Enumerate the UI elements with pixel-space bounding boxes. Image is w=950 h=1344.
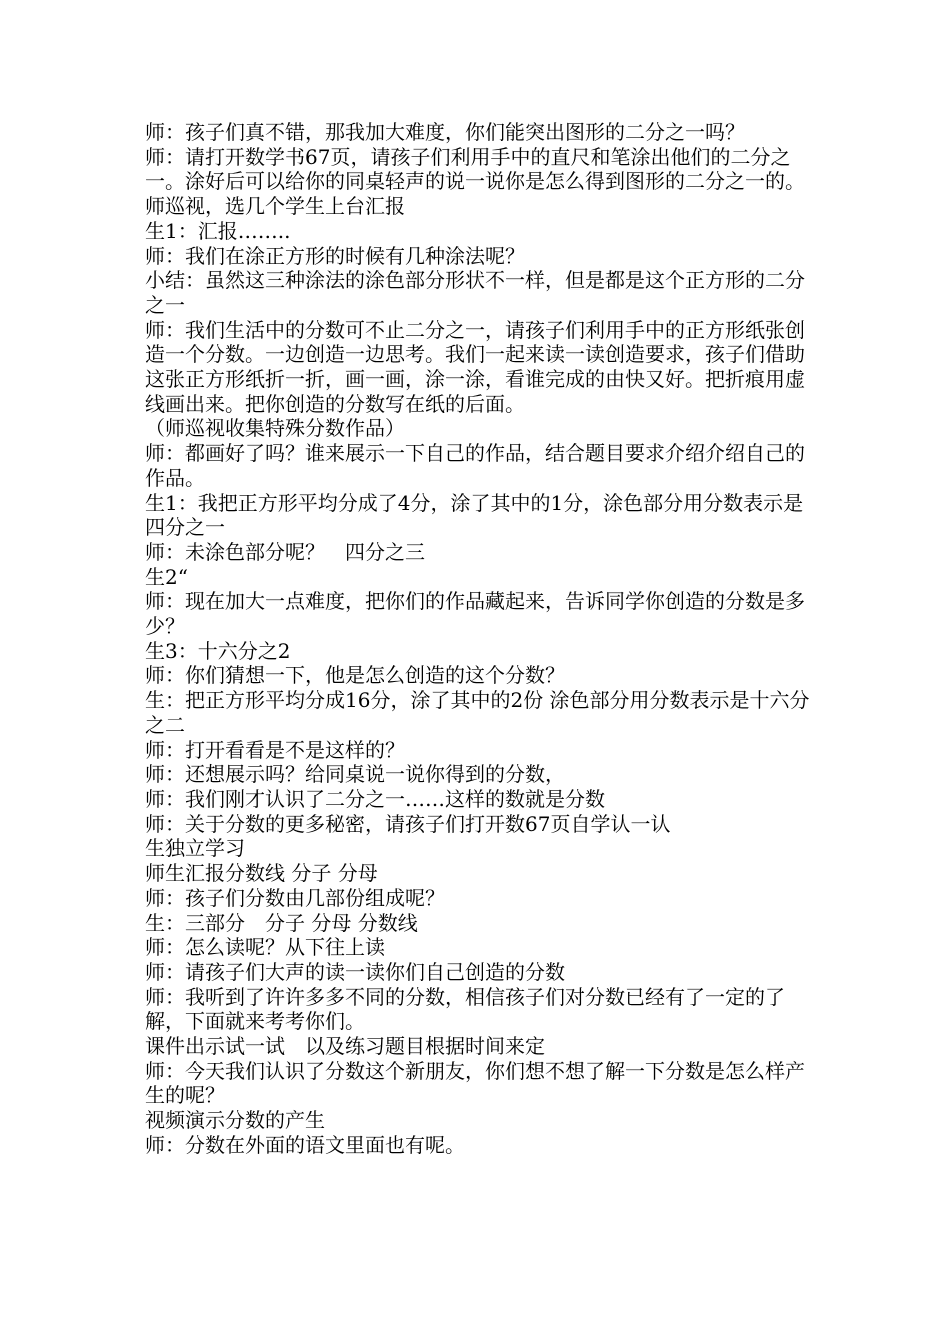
paragraph: 师：今天我们认识了分数这个新朋友，你们想不想了解一下分数是怎么样产生的呢？ — [145, 1058, 805, 1108]
paragraph: 师：我听到了许许多多不同的分数，相信孩子们对分数已经有了一定的了解，下面就来考考你们。 — [145, 984, 785, 1034]
paragraph: 师：怎么读呢？从下往上读 — [145, 935, 385, 960]
paragraph: 生：三部分 分子 分母 分数线 — [145, 910, 418, 935]
paragraph: 师：关于分数的更多秘密，请孩子们打开数67页自学认一认 — [145, 811, 671, 836]
paragraph: 生1：我把正方形平均分成了4分，涂了其中的1分，涂色部分用分数表示是四分之一 — [145, 490, 804, 540]
paragraph: 师：孩子们真不错，那我加大难度，你们能突出图形的二分之一吗？ — [145, 120, 745, 144]
paragraph: 生1：汇报…….. — [145, 218, 291, 243]
paragraph: 师：我们生活中的分数可不止二分之一，请孩子们利用手中的正方形纸张创造一个分数。一边创造一边思考。我们一起来读一读创造要求，孩子们借助这张正方形纸折一折，画一画，涂一涂，看谁完成的由快又好。把折痕用虚线画出来。把你创造的分数写在纸的后面。 — [145, 317, 805, 416]
paragraph: 师：都画好了吗？谁来展示一下自己的作品，结合题目要求介绍介绍自己的作品。 — [145, 441, 805, 490]
document-body — [145, 120, 815, 1158]
paragraph: 师生汇报分数线 分子 分母 — [145, 861, 378, 886]
paragraph: 师巡视，选几个学生上台汇报 — [145, 194, 405, 219]
paragraph: 生3：十六分之2 — [145, 638, 291, 663]
paragraph: 师：孩子们分数由几部份组成呢？ — [145, 885, 445, 910]
paragraph: 师：未涂色部分呢？ 四分之三 — [145, 539, 425, 564]
paragraph: 生独立学习 — [145, 836, 245, 861]
paragraph: 师：请打开数学书67页，请孩子们利用手中的直尺和笔涂出他们的二分之一。涂好后可以给你的同桌轻声的说一说你是怎么得到图形的二分之一的。 — [145, 144, 805, 194]
paragraph: 师：请孩子们大声的读一读你们自己创造的分数 — [145, 959, 565, 984]
paragraph: 小结：虽然这三种涂法的涂色部分形状不一样，但是都是这个正方形的二分之一 — [145, 268, 805, 317]
paragraph: 生：把正方形平均分成16分，涂了其中的2份 涂色部分用分数表示是十六分之二 — [145, 688, 810, 737]
paragraph: 师：你们猜想一下，他是怎么创造的这个分数？ — [145, 663, 565, 688]
paragraph: 课件出示试一试 以及练习题目根据时间来定 — [145, 1034, 545, 1059]
paragraph: 视频演示分数的产生 — [145, 1108, 325, 1133]
paragraph: 师：我们在涂正方形的时候有几种涂法呢？ — [145, 243, 525, 268]
paragraph: （师巡视收集特殊分数作品） — [145, 416, 405, 441]
paragraph: 师：现在加大一点难度，把你们的作品藏起来，告诉同学你创造的分数是多少？ — [145, 589, 805, 639]
paragraph: 师：还想展示吗？给同桌说一说你得到的分数， — [145, 762, 565, 787]
paragraph: 师：我们刚才认识了二分之一……这样的数就是分数 — [145, 786, 605, 811]
paragraph: 生2“ — [145, 564, 188, 589]
paragraph: 师：打开看看是不是这样的？ — [145, 737, 405, 762]
paragraph: 师：分数在外面的语文里面也有呢。 — [145, 1132, 465, 1157]
